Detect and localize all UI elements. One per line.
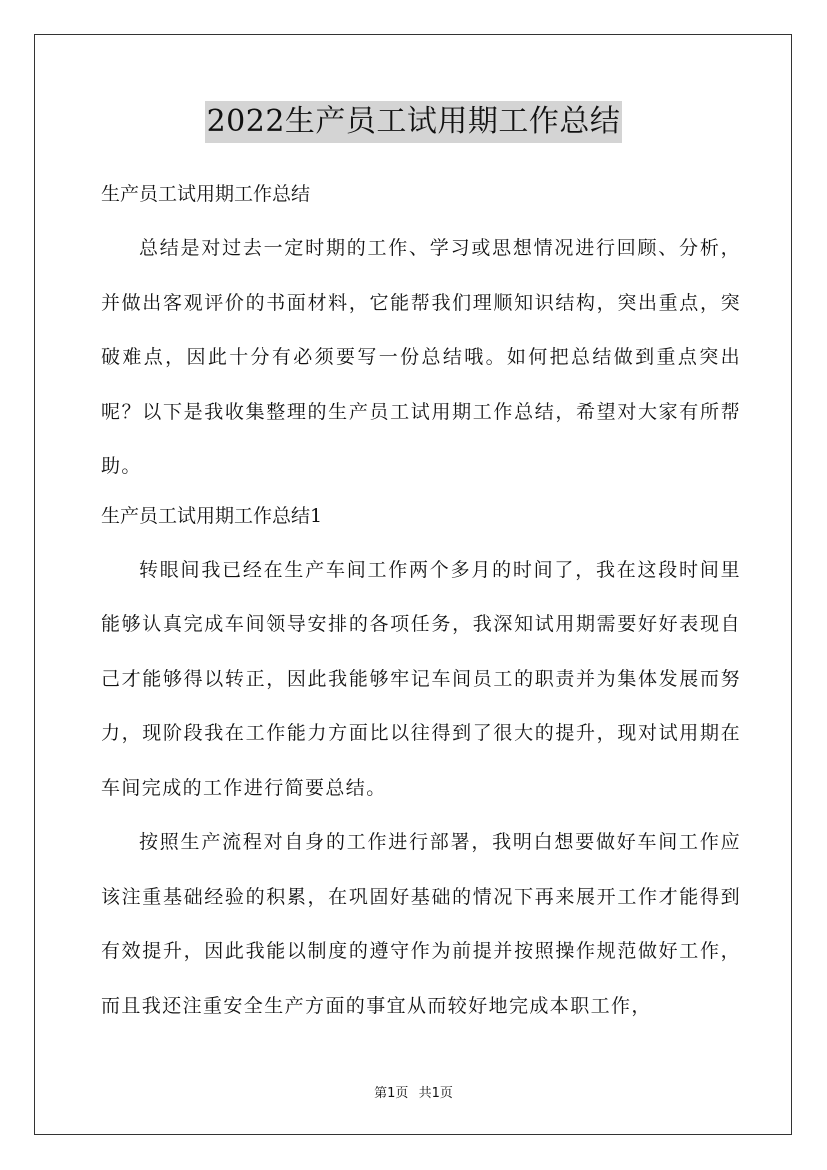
body-paragraph: 转眼间我已经在生产车间工作两个多月的时间了，我在这段时间里能够认真完成车间领导安排的各项任务，我深知试用期需要好好表现自己才能够得以转正，因此我能够牢记车间员工的职责并为集体发展而努力，现阶段我在工作能力方面比以往得到了很大的提升，现对试用期在车间完成的工作进行简要总结。 [101, 558, 741, 799]
intro-heading: 生产员工试用期工作总结 [101, 183, 311, 205]
body-paragraph: 按照生产流程对自身的工作进行部署，我明白想要做好车间工作应该注重基础经验的积累，在巩固好基础的情况下再来展开工作才能得到有效提升，因此我能以制度的遵守作为前提并按照操作规范做好工作，而且我还注重安全生产方面的事宜从而较好地完成本职工作， [101, 831, 741, 1017]
page-total: 共1页 [418, 1086, 453, 1101]
title-container [0, 101, 827, 143]
document-body [101, 172, 741, 1033]
section-heading: 生产员工试用期工作总结1 [101, 504, 323, 527]
page-footer [0, 1082, 827, 1101]
page-number: 第1页 [374, 1086, 409, 1101]
document-title: 2022生产员工试用期工作总结 [205, 101, 623, 143]
intro-paragraph: 总结是对过去一定时期的工作、学习或思想情况进行回顾、分析，并做出客观评价的书面材料，它能帮我们理顺知识结构，突出重点，突破难点，因此十分有必须要写一份总结哦。如何把总结做到重点突出呢？以下是我收集整理的生产员工试用期工作总结，希望对大家有所帮助。 [101, 237, 741, 477]
